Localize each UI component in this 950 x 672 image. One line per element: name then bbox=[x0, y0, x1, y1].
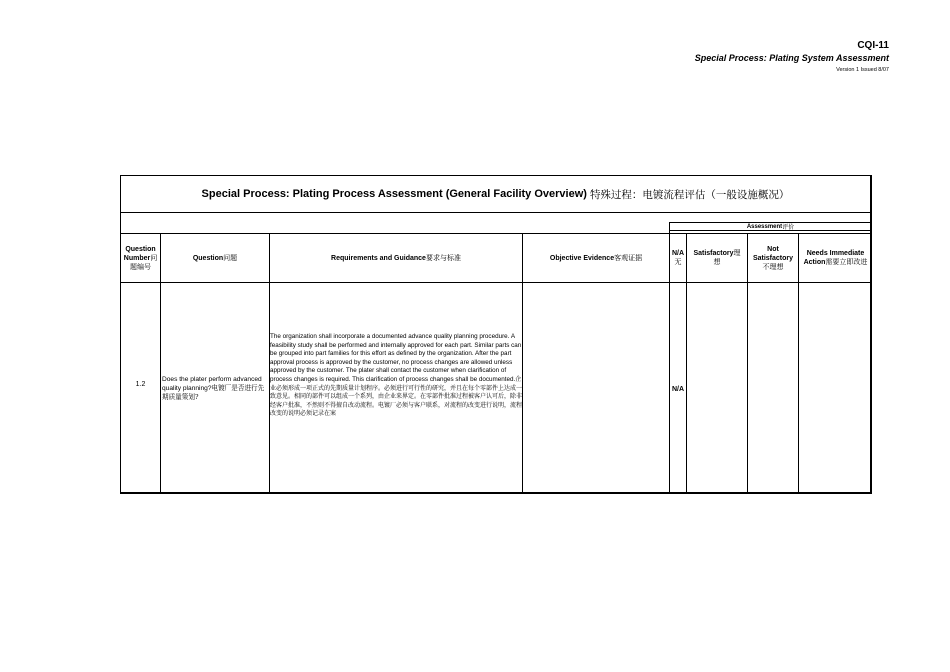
row-question-number: 1.2 bbox=[135, 380, 146, 388]
table-title-en: Special Process: Plating Process Assessment (General Facility Overview) bbox=[201, 188, 587, 200]
col-header-needs-action: Needs Immediate Action需要立即改进 bbox=[803, 250, 868, 266]
row-needs-action[interactable] bbox=[799, 283, 872, 493]
col-header-not-satisfactory: Not Satisfactory 不理想 bbox=[752, 245, 794, 271]
table-title bbox=[121, 176, 870, 213]
row-requirements: The organization shall incorporate a documented advance quality planning procedure. A feasibility study shall be performed and internally approved for each part. Similar parts can be grouped into part families for this effort as defined by the organization. After the part approval process is approved by the customer, no process changes are allowed unless approved by the customer. The plater shall contact the customer when clarification of process changes is required. This clarification of process changes shall be documented.企业必须形成一项正式的先期质量计划程序。必须进行可行性的研究，并且在每个零部件上达成一致意见。相同的部件可以组成一个系列，由企业来界定。在零部件批准过程被客户认可后，除非经客户批准，不然则不得擅自改动流程。电镀厂必须与客户联系，对流程的改变进行说明，流程改变的说明必须记录在案 bbox=[270, 333, 523, 418]
col-header-question-number: Question Number问 题编号 bbox=[123, 245, 158, 271]
document-subtitle: Special Process: Plating System Assessment bbox=[694, 53, 889, 63]
col-header-question: Question问题 bbox=[192, 253, 238, 262]
version-label: Version 1 Issued 8/07 bbox=[836, 67, 889, 73]
col-header-na: N/A 无 bbox=[671, 250, 685, 266]
assessment-header: Assessment 评价 bbox=[746, 223, 795, 231]
row-satisfactory[interactable] bbox=[687, 283, 747, 493]
col-header-satisfactory: Satisfactory理 想 bbox=[693, 249, 741, 266]
col-header-objective-evidence: Objective Evidence客观证据 bbox=[549, 253, 643, 262]
row-objective-evidence[interactable] bbox=[523, 283, 669, 493]
document-code: CQI-11 bbox=[857, 40, 889, 51]
col-header-requirements: Requirements and Guidance要求与标准 bbox=[331, 253, 461, 262]
row-question: Does the plater perform advanced quality planning?电镀厂是否进行先期质量策划? bbox=[162, 376, 265, 401]
assessment-table bbox=[120, 175, 872, 494]
table-title-cn: 特殊过程：电镀流程评估（一般设施概况） bbox=[589, 188, 790, 201]
row-na[interactable]: N/A bbox=[671, 385, 685, 393]
row-not-satisfactory[interactable] bbox=[748, 283, 798, 493]
